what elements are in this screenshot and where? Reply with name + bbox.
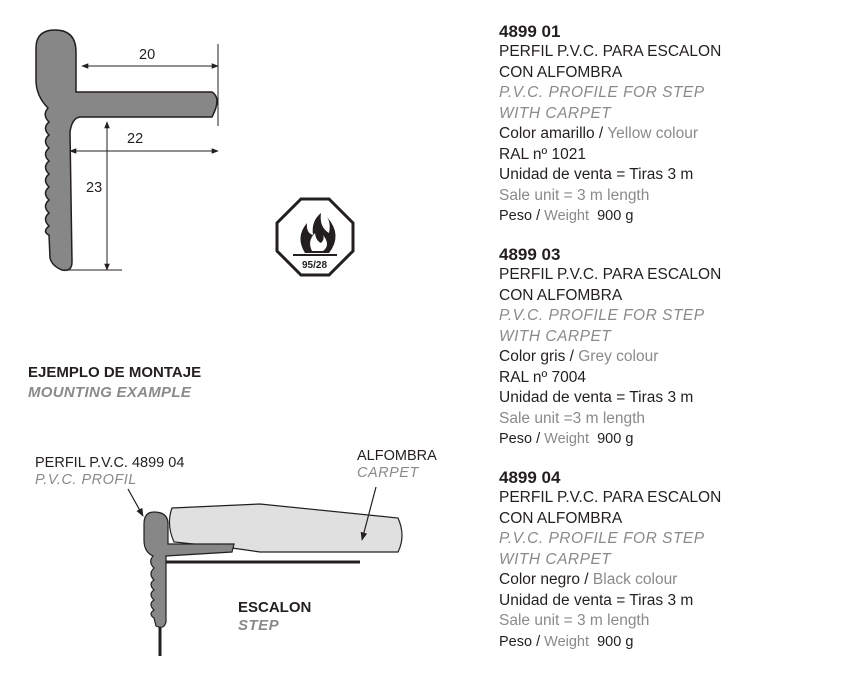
product-weight: Peso / Weight 900 g [499,208,634,224]
dimension-22-label: 22 [127,131,144,147]
product-title-en: WITH CARPET [499,550,612,568]
product-unit-es: Unidad de venta = Tiras 3 m [499,591,694,609]
product-code: 4899 03 [499,245,561,264]
product-title-es: PERFIL P.V.C. PARA ESCALON [499,266,722,283]
carpet-label-en: CARPET [357,465,419,481]
step-label-es: ESCALON [238,599,312,616]
product-title-es: PERFIL P.V.C. PARA ESCALON [499,43,722,60]
profile-label-es: PERFIL P.V.C. 4899 04 [35,455,185,471]
product-title-es: CON ALFOMBRA [499,63,623,81]
product-unit-en: Sale unit = 3 m length [499,612,650,629]
product-weight: Peso / Weight 900 g [499,633,634,650]
product-title-en: P.V.C. PROFILE FOR STEP [499,530,705,547]
product-ral: RAL nº 1021 [499,145,586,163]
product-title-es: CON ALFOMBRA [499,509,623,527]
product-block [499,468,721,652]
product-title-en: WITH CARPET [499,327,612,345]
product-title-es: PERFIL P.V.C. PARA ESCALON [499,489,722,506]
product-title-en: P.V.C. PROFILE FOR STEP [499,307,705,324]
product-unit-es: Unidad de venta = Tiras 3 m [499,389,694,406]
carpet-label-es: ALFOMBRA [357,448,437,464]
product-weight: Peso / Weight 900 g [499,431,634,447]
product-unit-es: Unidad de venta = Tiras 3 m [499,166,694,183]
mounting-title-en: MOUNTING EXAMPLE [28,384,192,401]
mounting-title-es: EJEMPLO DE MONTAJE [28,364,202,381]
product-block [499,22,721,227]
product-unit-en: Sale unit =3 m length [499,409,646,427]
product-block [499,245,721,450]
product-color: Color negro / Black colour [499,571,678,588]
dimension-23-label: 23 [86,180,103,196]
product-code: 4899 04 [499,468,561,487]
step-label-en: STEP [238,617,280,634]
dimension-20-label: 20 [139,47,156,63]
product-ral: RAL nº 7004 [499,368,586,386]
product-title-en: P.V.C. PROFILE FOR STEP [499,84,705,101]
product-code: 4899 01 [499,22,561,41]
product-title-en: WITH CARPET [499,104,612,122]
product-color: Color gris / Grey colour [499,348,659,365]
product-color: Color amarillo / Yellow colour [499,125,699,142]
fire-rating-label: 95/28 [302,260,328,271]
product-title-es: CON ALFOMBRA [499,286,623,304]
profile-label-en: P.V.C. PROFIL [35,472,137,488]
product-unit-en: Sale unit = 3 m length [499,186,650,204]
